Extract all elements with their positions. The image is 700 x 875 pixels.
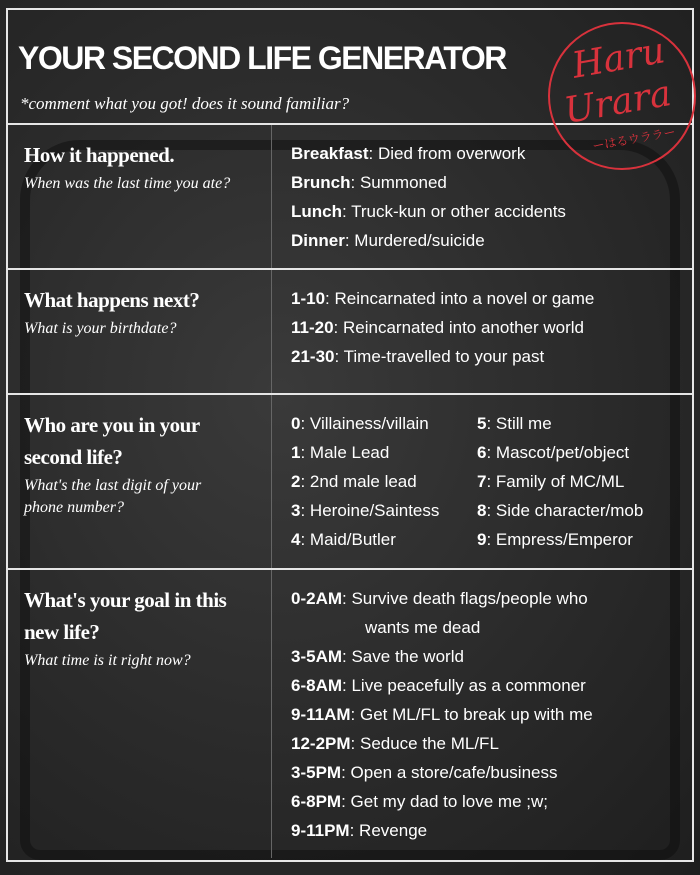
- answer-value: Reincarnated into another world: [343, 318, 584, 337]
- answer-item: [291, 758, 593, 787]
- separator: :: [300, 501, 310, 520]
- separator: :: [300, 472, 310, 491]
- answer-value: Male Lead: [309, 443, 390, 462]
- answer-item: [477, 467, 677, 496]
- answer-key: 9-11AM: [291, 705, 351, 724]
- answer-value: Survive death flags/people who: [351, 589, 588, 608]
- separator: :: [342, 647, 352, 666]
- answer-value: Family of MC/ML: [495, 472, 625, 491]
- answer-value: Live peacefully as a commoner: [351, 676, 586, 695]
- subtitle: *comment what you got! does it sound familiar?: [20, 94, 350, 113]
- answer-item: [291, 729, 593, 758]
- separator: :: [349, 821, 360, 840]
- column-divider: [271, 395, 272, 568]
- answer-key: 9-11PM: [291, 821, 350, 840]
- separator: :: [486, 414, 496, 433]
- separator: :: [333, 318, 343, 337]
- answer-item: [291, 584, 593, 613]
- answer-value: 2nd male lead: [309, 472, 417, 491]
- answer-item: [291, 313, 594, 342]
- answer-key: 6-8AM: [291, 676, 343, 695]
- separator: :: [342, 589, 352, 608]
- answer-list: [291, 584, 593, 845]
- answer-value: Villainess/villain: [309, 414, 429, 433]
- answer-continuation: wants me dead: [365, 618, 481, 637]
- answer-key: 5: [477, 414, 487, 433]
- question-hint: What is your birthdate?: [24, 320, 177, 337]
- answer-item: [291, 342, 594, 371]
- separator: :: [350, 173, 360, 192]
- question-hint: What's the last digit of your phone number?: [24, 477, 202, 516]
- answer-value: Open a store/cafe/business: [350, 763, 558, 782]
- column-divider: [271, 570, 272, 858]
- answer-key: 3-5PM: [291, 763, 342, 782]
- answer-value: Summoned: [359, 173, 447, 192]
- answer-value: Reincarnated into a novel or game: [334, 289, 595, 308]
- answer-item: [291, 284, 594, 313]
- answer-key: 0: [291, 414, 301, 433]
- separator: :: [486, 501, 496, 520]
- answer-value: Still me: [495, 414, 552, 433]
- separator: :: [368, 144, 378, 163]
- answer-value: Murdered/suicide: [354, 231, 485, 250]
- answer-value: Heroine/Saintess: [309, 501, 440, 520]
- separator: :: [342, 202, 352, 221]
- column-divider: [271, 270, 272, 393]
- answer-item: [291, 438, 477, 467]
- answer-key: 2: [291, 472, 301, 491]
- answer-key: 9: [477, 530, 487, 549]
- separator: :: [350, 734, 360, 753]
- question-hint: When was the last time you ate?: [24, 175, 231, 192]
- separator: :: [350, 705, 360, 724]
- answer-key: 0-2AM: [291, 589, 343, 608]
- answer-value: Mascot/pet/object: [495, 443, 630, 462]
- answer-item: [291, 168, 566, 197]
- separator: :: [486, 530, 496, 549]
- answer-item: [477, 496, 677, 525]
- answer-key: 6: [477, 443, 487, 462]
- answer-value: Save the world: [351, 647, 464, 666]
- answer-key: 7: [477, 472, 487, 491]
- answer-grid: [291, 409, 677, 554]
- question: What happens next?: [24, 288, 200, 312]
- separator: :: [300, 414, 310, 433]
- answer-key: 1-10: [291, 289, 326, 308]
- answer-value: Time-travelled to your past: [343, 347, 545, 366]
- answer-item: [291, 787, 593, 816]
- answer-item: [291, 197, 566, 226]
- section-goal: [8, 570, 692, 858]
- answer-item: [291, 409, 477, 438]
- question: How it happened.: [24, 143, 175, 167]
- stamp-text: Urara: [561, 72, 675, 133]
- question: What's your goal in this new life?: [24, 588, 227, 644]
- answer-key: 11-20: [291, 318, 334, 337]
- separator: :: [300, 443, 310, 462]
- answer-key: 3: [291, 501, 301, 520]
- answer-value: Empress/Emperor: [495, 530, 633, 549]
- answer-key: 8: [477, 501, 487, 520]
- question-hint: What time is it right now?: [24, 652, 191, 669]
- answer-key: Dinner: [291, 231, 345, 250]
- answer-item: [477, 409, 677, 438]
- page-title: YOUR SECOND LIFE GENERATOR: [18, 40, 506, 76]
- answer-key: 3-5AM: [291, 647, 343, 666]
- answer-key: Breakfast: [291, 144, 369, 163]
- answer-value: Died from overwork: [377, 144, 526, 163]
- answer-key: 12-2PM: [291, 734, 351, 753]
- answer-key: 6-8PM: [291, 792, 342, 811]
- stamp-text: Haru: [569, 30, 669, 87]
- answer-value: Maid/Butler: [309, 530, 396, 549]
- answer-item: [291, 467, 477, 496]
- answer-key: Brunch: [291, 173, 351, 192]
- answer-item: [291, 139, 566, 168]
- separator: :: [341, 763, 351, 782]
- answer-item: [291, 525, 477, 554]
- section-what-happens-next: [8, 270, 692, 395]
- answer-item: [291, 700, 593, 729]
- answer-key: 4: [291, 530, 301, 549]
- answer-item: [477, 438, 677, 467]
- stamp-text: ーはるウララー: [591, 124, 677, 154]
- answer-item: [291, 226, 566, 255]
- answer-list: [291, 284, 594, 371]
- answer-key: Lunch: [291, 202, 342, 221]
- answer-item: [291, 496, 477, 525]
- answer-item: [477, 525, 677, 554]
- separator: :: [300, 530, 310, 549]
- answer-key: 1: [291, 443, 301, 462]
- separator: :: [344, 231, 355, 250]
- answer-item: [291, 642, 593, 671]
- answer-value: Revenge: [359, 821, 428, 840]
- section-who-are-you: [8, 395, 692, 570]
- separator: :: [341, 792, 351, 811]
- answer-value: Get ML/FL to break up with me: [359, 705, 593, 724]
- separator: :: [334, 347, 344, 366]
- separator: :: [325, 289, 335, 308]
- question: Who are you in your second life?: [24, 413, 200, 469]
- answer-value: Get my dad to love me ;w;: [350, 792, 548, 811]
- answer-list: [291, 139, 566, 255]
- separator: :: [342, 676, 352, 695]
- answer-item: [291, 816, 593, 845]
- answer-value: Seduce the ML/FL: [359, 734, 499, 753]
- answer-value: Side character/mob: [495, 501, 644, 520]
- column-divider: [271, 125, 272, 268]
- answer-key: 21-30: [291, 347, 335, 366]
- separator: :: [486, 443, 496, 462]
- separator: :: [486, 472, 496, 491]
- haru-urara-stamp-logo: [548, 22, 696, 170]
- answer-value: Truck-kun or other accidents: [351, 202, 566, 221]
- answer-item: [291, 671, 593, 700]
